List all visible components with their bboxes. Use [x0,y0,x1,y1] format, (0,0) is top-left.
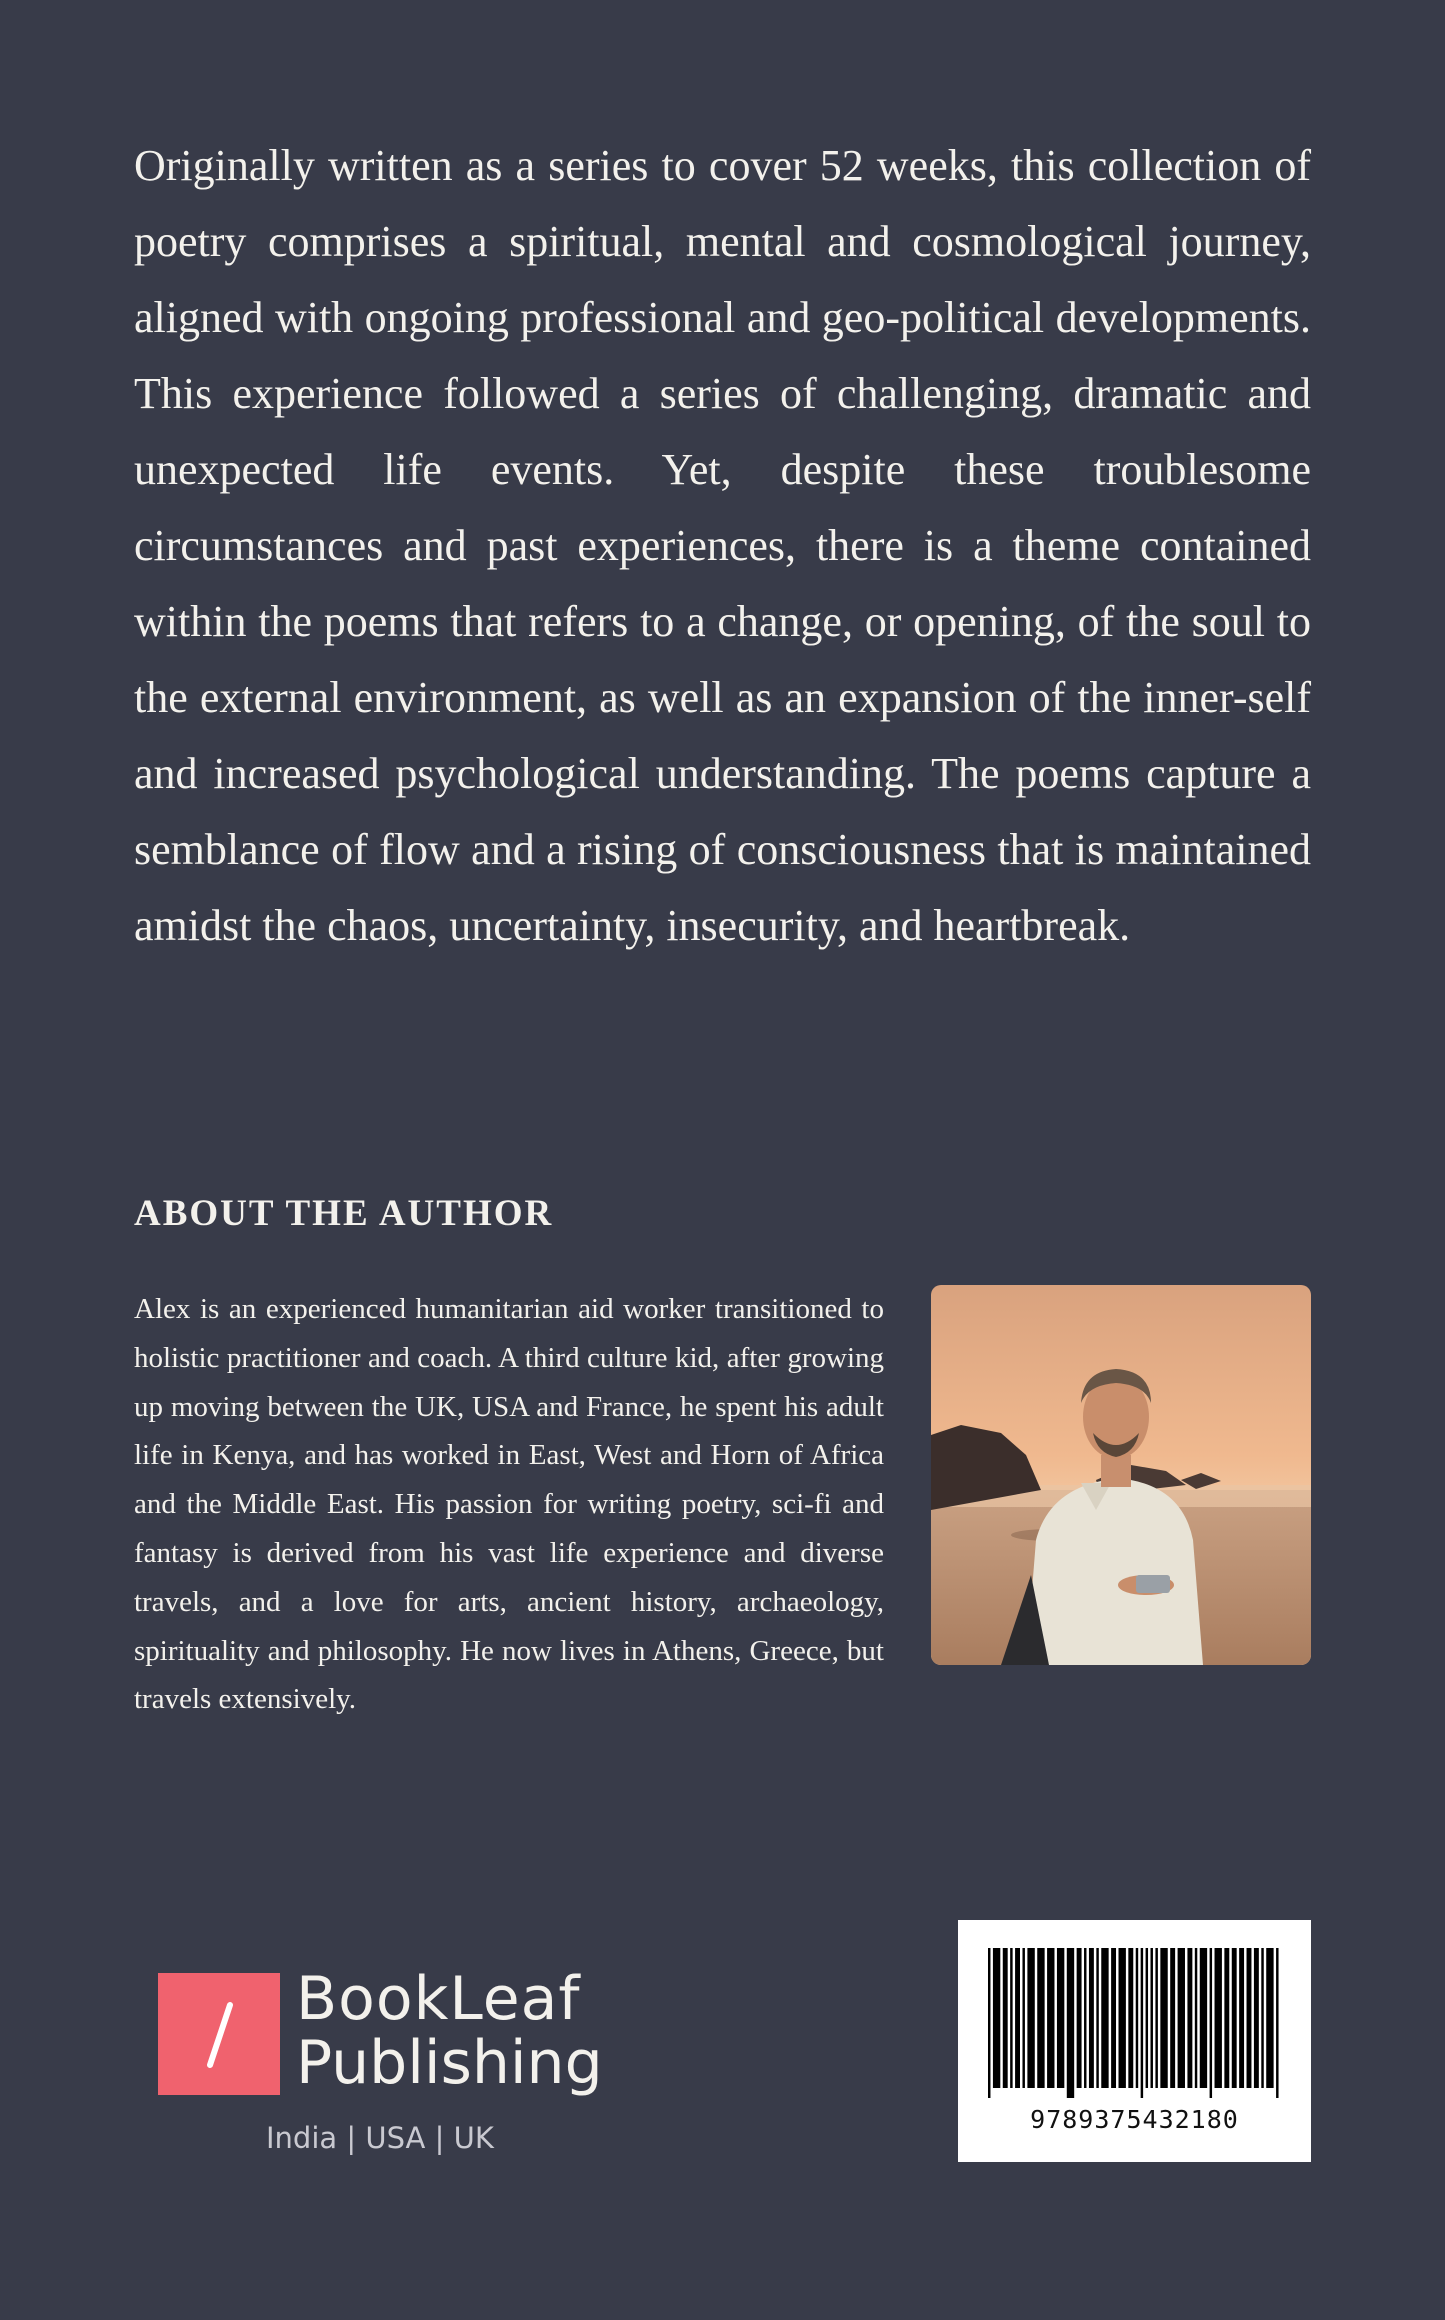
barcode-bar [1136,1948,1138,2088]
barcode-bar [1015,1948,1020,2088]
barcode-bar [1210,1948,1212,2098]
barcode-bar [1261,1948,1263,2088]
author-bio: Alex is an experienced humanitarian aid worker transitioned to holistic practitioner and coach. A third culture kid, after growing up moving between the UK, USA and France, he spent his adult life in Kenya, and has worked in East, West and Horn of Africa and the Middle East. His passion for writing poetry, sci-fi and fantasy is derived from his vast life experience and diverse travels, and a love for arts, ancient history, archaeology, spirituality and philosophy. He now lives in Athens, Greece, but travels extensively. [134,1293,884,1716]
barcode-bar [1266,1948,1273,2088]
isbn-number: 9789375432180 [1030,2105,1239,2134]
barcode-bar [1022,1948,1024,2088]
barcode-bars [988,1948,1281,2098]
barcode-bar [1195,1948,1197,2088]
barcode-bar [1057,1948,1064,2088]
barcode-bar [1276,1948,1278,2098]
barcode-bar [1077,1948,1082,2088]
publisher-slash-icon [158,1973,280,2095]
barcode-bar [1254,1948,1259,2088]
barcode-bar [1200,1948,1207,2088]
barcode-bar [993,1948,1000,2088]
about-author-heading: ABOUT THE AUTHOR [134,1193,554,1234]
barcode-bar [1101,1948,1108,2088]
barcode-bar [1155,1948,1157,2088]
barcode-bar [1111,1948,1116,2088]
barcode-bar [1151,1948,1153,2088]
barcode-bar [1067,1948,1074,2098]
barcode-bar [1239,1948,1244,2088]
barcode-bar [988,1948,990,2098]
barcode-bar [1247,1948,1252,2088]
barcode-bar [1037,1948,1044,2088]
author-photo [931,1285,1311,1665]
barcode-bar [1047,1948,1054,2088]
barcode-bar [1141,1948,1143,2098]
barcode-bar [1178,1948,1185,2088]
barcode-bar [1128,1948,1133,2088]
publisher-logo [158,1964,608,2155]
barcode-bar [1089,1948,1094,2088]
barcode-bar [1119,1948,1126,2088]
barcode-bar [1027,1948,1034,2088]
barcode-bar [1146,1948,1148,2088]
barcode-bar [1224,1948,1229,2088]
publisher-name-line2: Publishing [296,2028,603,2098]
barcode-bar [1160,1948,1167,2088]
barcode-bar [1187,1948,1192,2088]
book-blurb: Originally written as a series to cover 52 weeks, this collection of poetry comprises a spiritual, mental and cosmological journey, aligned with ongoing professional and geo-political developments. This experience followed a series of challenging, dramatic and unexpected life events. Yet, despite these troublesome circumstances and past experiences, there is a theme contained within the poems that refers to a change, or opening, of the soul to the external environment, as well as an expansion of the inner-self and increased psychological understanding. The poems capture a semblance of flow and a rising of consciousness that is maintained amidst the chaos, uncertainty, insecurity, and heartbreak. [134,141,1311,950]
barcode-bar [1003,1948,1008,2088]
publisher-name-line1: BookLeaf [296,1964,581,2034]
barcode [958,1920,1311,2162]
barcode-bar [1010,1948,1012,2088]
barcode-bar [1170,1948,1175,2088]
barcode-bar [1096,1948,1098,2088]
barcode-bar [1232,1948,1237,2088]
barcode-bar [1215,1948,1222,2088]
publisher-regions: India | USA | UK [266,2121,494,2155]
barcode-bar [1084,1948,1086,2088]
